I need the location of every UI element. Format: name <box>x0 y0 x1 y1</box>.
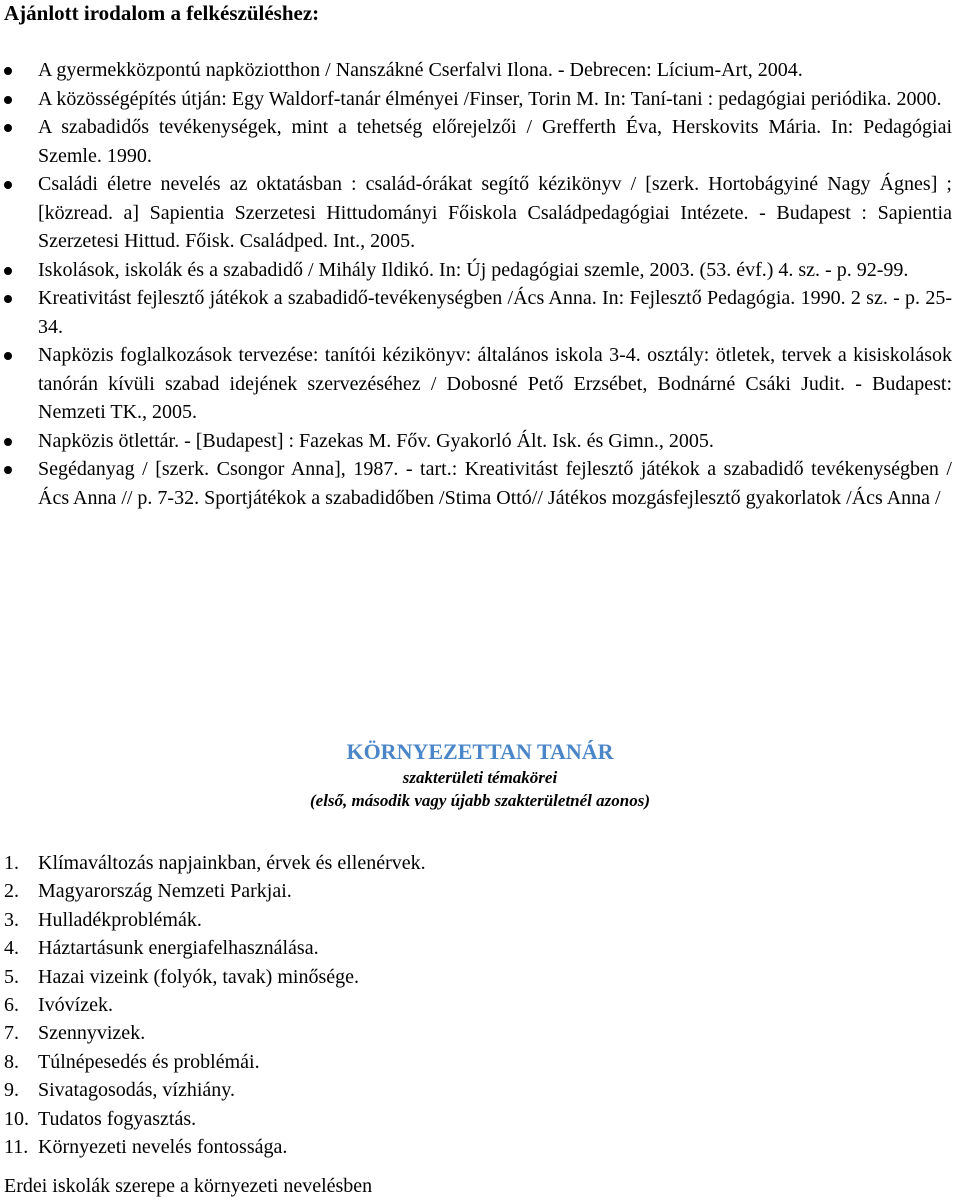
bibliography-item-text: A közösségépítés útján: Egy Waldorf-tanár élményei /Finser, Torin M. In: Taní-tani : pedagógiai periódika. 2000. <box>38 87 942 110</box>
topic-text: Szennyvizek. <box>38 1022 146 1045</box>
bullet-icon <box>4 295 12 303</box>
topic-text: Hulladékproblémák. <box>38 908 202 931</box>
topic-text: Klímaváltozás napjainkban, érvek és ellenérvek. <box>38 852 426 874</box>
section-note: (első, második vagy újabb szakterületnél azonos) <box>309 791 650 810</box>
topic-text: Sivatagosodás, vízhiány. <box>38 1079 236 1102</box>
recommended-literature-heading: Ajánlott irodalom a felkészüléshez: <box>4 1 320 25</box>
bibliography-item <box>0 455 960 512</box>
section-subtitle: szakterületi témakörei <box>402 768 558 787</box>
bibliography-item-text: Napközis ötlettár. - [Budapest] : Fazekas M. Főv. Gyakorló Ált. Isk. és Gimn., 2005. <box>38 429 714 452</box>
bullet-icon <box>4 438 12 446</box>
bibliography-item-text: Segédanyag / [szerk. Csongor Anna], 1987. - tart.: Kreativitást fejlesztő játékok a szabadidő tevékenységben / Ács Anna // p. 7-32. Sportjátékok a szabadidőben /Stima Ottó// Játékos mozgásfejlesztő gyakorlatok /Ács Anna / <box>38 458 952 509</box>
topic-item <box>0 1019 426 1047</box>
bibliography-item <box>0 85 960 114</box>
bullet-icon <box>4 352 12 360</box>
topic-item <box>0 1076 426 1104</box>
bibliography-item <box>0 427 960 456</box>
topic-text: Háztartásunk energiafelhasználása. <box>38 937 319 960</box>
bibliography-item <box>0 56 960 85</box>
topic-number: 4. <box>4 937 19 960</box>
topic-item <box>0 991 426 1019</box>
bibliography-item-text: Kreativitást fejlesztő játékok a szabadidő-tevékenységben /Ács Anna. In: Fejlesztő Pedagógia. 1990. 2 sz. - p. 25-34. <box>38 287 952 338</box>
topic-number: 6. <box>4 994 19 1017</box>
bibliography-item-text: Iskolások, iskolák és a szabadidő / Mihály Ildikó. In: Új pedagógiai szemle, 2003. (53. évf.) 4. sz. - p. 92-99. <box>38 258 909 281</box>
bullet-icon <box>4 267 12 275</box>
bibliography-item <box>0 170 960 256</box>
topic-item <box>0 877 426 905</box>
topic-text: Környezeti nevelés fontossága. <box>38 1136 288 1159</box>
bibliography-item <box>0 256 960 285</box>
bibliography-item-text: A szabadidős tevékenységek, mint a tehetség előrejelzői / Grefferth Éva, Herskovits Mária. In: Pedagógiai Szemle. 1990. <box>38 116 952 167</box>
topic-text: Hazai vizeink (folyók, tavak) minősége. <box>38 965 359 988</box>
topic-number: 9. <box>4 1079 19 1102</box>
topic-number: 1. <box>4 852 19 874</box>
bibliography-item-text: Családi életre nevelés az oktatásban : család-órákat segítő kézikönyv / [szerk. Hortobágyiné Nagy Ágnes] ; [közread. a] Sapientia Szerzetesi Hittudományi Főiskola Családpedagógiai Intézete. - Budapest : Sapientia Szerzetesi Hittud. Főisk. Családped. Int., 2005. <box>38 173 952 252</box>
bibliography-item <box>0 113 960 170</box>
topic-number: 3. <box>4 908 19 931</box>
topic-text: Ivóvízek. <box>38 994 113 1017</box>
bibliography-item-text: Napközis foglalkozások tervezése: tanítói kézikönyv: általános iskola 3-4. osztály: ötletek, tervek a kisiskolások tanórán kívüli szabad idejének szervezéséhez / Dobosné Pető Erzsébet, Bodnárné Csáki Judit. - Budapest: Nemzeti TK., 2005. <box>38 344 952 423</box>
topic-text: Túlnépesedés és problémái. <box>38 1050 260 1073</box>
topic-item <box>0 963 426 991</box>
bibliography-item <box>0 284 960 341</box>
topic-number: 7. <box>4 1022 19 1045</box>
bibliography-item <box>0 341 960 427</box>
trailing-text-line: Erdei iskolák szerepe a környezeti nevelésben <box>4 1175 373 1197</box>
topic-number: 11. <box>4 1136 29 1159</box>
topic-text: Magyarország Nemzeti Parkjai. <box>38 880 292 903</box>
topic-item <box>0 1133 426 1161</box>
topic-list <box>0 849 426 1161</box>
bullet-icon <box>4 466 12 474</box>
topic-number: 5. <box>4 965 19 988</box>
topic-item <box>0 906 426 934</box>
topic-item <box>0 1048 426 1076</box>
bullet-icon <box>4 181 12 189</box>
bullet-icon <box>4 96 12 104</box>
bullet-icon <box>4 67 12 75</box>
topic-number: 10. <box>4 1107 29 1130</box>
topic-number: 8. <box>4 1050 19 1073</box>
topic-item <box>0 1105 426 1133</box>
bibliography-item-text: A gyermekközpontú napköziotthon / Nanszákné Cserfalvi Ilona. - Debrecen: Lícium-Art, 2004. <box>38 59 803 81</box>
bullet-icon <box>4 124 12 132</box>
section-header <box>0 738 960 812</box>
topic-text: Tudatos fogyasztás. <box>38 1107 197 1130</box>
topic-item <box>0 934 426 962</box>
topic-item <box>0 849 426 877</box>
bibliography-list <box>0 56 960 512</box>
section-title: KÖRNYEZETTAN TANÁR <box>346 739 614 764</box>
topic-number: 2. <box>4 880 19 903</box>
